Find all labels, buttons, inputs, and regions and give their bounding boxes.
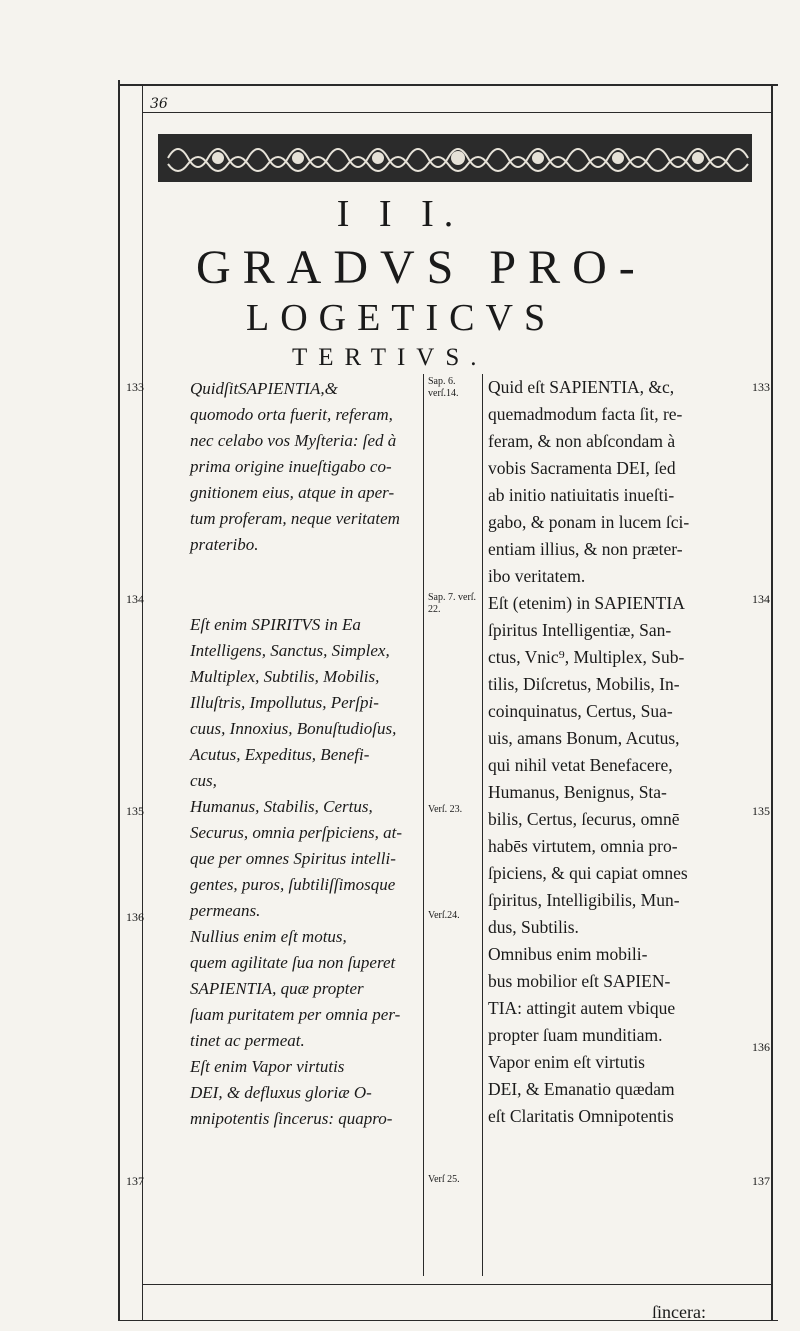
- paraphrase-line: DEI, & Emanatio quædam: [488, 1079, 675, 1099]
- vulgate-line: prateribo.: [190, 535, 259, 554]
- paraphrase-line: entiam illius, & non præter-: [488, 539, 683, 559]
- paraphrase-line: ſpiciens, & qui capiat omnes: [488, 863, 688, 883]
- vulgate-line: QuidſitSAPIENTIA,&: [190, 379, 338, 398]
- vulgate-line: Humanus, Stabilis, Certus,: [190, 797, 373, 816]
- vulgate-line: Eſt enim Vapor virtutis: [190, 1057, 345, 1076]
- paraphrase-line: Eſt (etenim) in SAPIENTIA: [488, 593, 685, 613]
- paraphrase-line: Humanus, Benignus, Sta-: [488, 782, 667, 802]
- vulgate-line: que per omnes Spiritus intelli-: [190, 849, 396, 868]
- vulgate-line: Multiplex, Subtilis, Mobilis,: [190, 667, 380, 686]
- citation: Verſ. 23.: [428, 804, 463, 815]
- paraphrase-line: habēs virtutem, omnia pro-: [488, 836, 678, 856]
- paraphrase-line: ab initio natiuitatis inueſti-: [488, 485, 675, 505]
- verse-number-left: 133: [126, 380, 144, 394]
- paraphrase-line: uis, amans Bonum, Acutus,: [488, 728, 680, 748]
- vulgate-line: tinet ac permeat.: [190, 1031, 305, 1050]
- vulgate-line: quem agilitate ſua non ſuperet: [190, 953, 396, 972]
- paraphrase-line: ſpiritus Intelligentiæ, San-: [488, 620, 672, 640]
- vulgate-line: cus,: [190, 771, 217, 790]
- vulgate-line: Nullius enim eſt motus,: [190, 927, 347, 946]
- ornament-band: [158, 134, 752, 182]
- vulgate-line: Illuſtris, Impollutus, Perſpi-: [190, 693, 379, 712]
- top-frame-rule: [118, 84, 778, 86]
- paraphrase-line: Quid eſt SAPIENTIA, &c,: [488, 377, 675, 397]
- paraphrase-line: tilis, Diſcretus, Mobilis, In-: [488, 674, 680, 694]
- page-number: 36: [150, 96, 168, 112]
- vulgate-spacer: [190, 558, 418, 584]
- paraphrase-line: TIA: attingit autem vbique: [488, 998, 676, 1018]
- catchword: ſincera:: [652, 1302, 706, 1322]
- vulgate-line: Eſt enim SPIRITVS in Ea: [190, 615, 361, 634]
- paraphrase-line: bus mobilior eſt SAPIEN-: [488, 971, 671, 991]
- citation: Sap. 7. verſ. 22.: [428, 592, 477, 615]
- verse-number-left: 135: [126, 804, 144, 818]
- outer-frame-left-rule: [118, 80, 120, 1320]
- vulgate-line: Intelligens, Sanctus, Simplex,: [190, 641, 390, 660]
- verse-number-right: 133: [752, 380, 770, 394]
- verse-number-left: 137: [126, 1174, 144, 1188]
- vulgate-line: mnipotentis ſincerus: quapro-: [190, 1109, 393, 1128]
- vulgate-line: permeans.: [190, 901, 261, 920]
- vulgate-line: prima origine inueſtigabo co-: [190, 457, 392, 476]
- verse-number-right: 136: [752, 1040, 770, 1054]
- vulgate-column: [190, 376, 418, 1132]
- vulgate-line: gentes, puros, ſubtiliſſimosque: [190, 875, 396, 894]
- inner-frame-left-rule: [142, 84, 143, 1320]
- vulgate-line: cuus, Innoxius, Bonuſtudioſus,: [190, 719, 397, 738]
- vulgate-line: Acutus, Expeditus, Benefi-: [190, 745, 370, 764]
- bottom-text-rule: [142, 1284, 772, 1285]
- header-rule: [142, 112, 772, 113]
- paraphrase-line: ſpiritus, Intelligibilis, Mun-: [488, 890, 680, 910]
- paraphrase-line: vobis Sacramenta DEI, ſed: [488, 458, 676, 478]
- paraphrase-line: gabo, & ponam in lucem ſci-: [488, 512, 690, 532]
- vulgate-line: Securus, omnia perſpiciens, at-: [190, 823, 402, 842]
- verse-number-right: 135: [752, 804, 770, 818]
- vulgate-line: nec celabo vos Myſteria: ſed à: [190, 431, 397, 450]
- paraphrase-line: feram, & non abſcondam à: [488, 431, 676, 451]
- verse-number-left: 134: [126, 592, 144, 606]
- paraphrase-line: Omnibus enim mobili-: [488, 944, 648, 964]
- verse-number-right: 134: [752, 592, 770, 606]
- column-divider-left: [423, 374, 424, 1276]
- verse-number-right: 137: [752, 1174, 770, 1188]
- paraphrase-line: ibo veritatem.: [488, 566, 586, 586]
- paraphrase-line: dus, Subtilis.: [488, 917, 579, 937]
- citation: Verſ 25.: [428, 1174, 460, 1185]
- paraphrase-line: coinquinatus, Certus, Sua-: [488, 701, 673, 721]
- paraphrase-line: Vapor enim eſt virtutis: [488, 1052, 645, 1072]
- heading-line-1: GRADVS PRO-: [196, 241, 647, 294]
- vulgate-line: DEI, & defluxus gloriæ O-: [190, 1083, 372, 1102]
- paraphrase-line: propter ſuam munditiam.: [488, 1025, 663, 1045]
- paraphrase-line: quemadmodum facta ſit, re-: [488, 404, 683, 424]
- paraphrase-line: ctus, Vnic⁹, Multiplex, Sub-: [488, 647, 685, 667]
- vulgate-line: quomodo orta fuerit, referam,: [190, 405, 393, 424]
- paraphrase-line: eſt Claritatis Omnipotentis: [488, 1106, 674, 1126]
- citation: Verſ.24.: [428, 910, 460, 921]
- vulgate-line: tum proferam, neque veritatem: [190, 509, 400, 528]
- heading-line-3: TERTIVS.: [292, 344, 488, 371]
- vulgate-line: gnitionem eius, atque in aper-: [190, 483, 395, 502]
- right-frame-rule: [771, 84, 773, 1320]
- heading-line-2: LOGETICVS: [246, 297, 557, 339]
- paraphrase-column: [488, 374, 750, 1130]
- column-divider-right: [482, 374, 483, 1276]
- verse-number-left: 136: [126, 910, 144, 924]
- vulgate-line: SAPIENTIA, quæ propter: [190, 979, 364, 998]
- vulgate-line: ſuam puritatem per omnia per-: [190, 1005, 401, 1024]
- citation: Sap. 6. verſ.14.: [428, 376, 459, 399]
- paraphrase-line: bilis, Certus, ſecurus, omnē: [488, 809, 680, 829]
- paraphrase-line: qui nihil vetat Benefacere,: [488, 755, 673, 775]
- heading-number: I I I.: [336, 193, 464, 235]
